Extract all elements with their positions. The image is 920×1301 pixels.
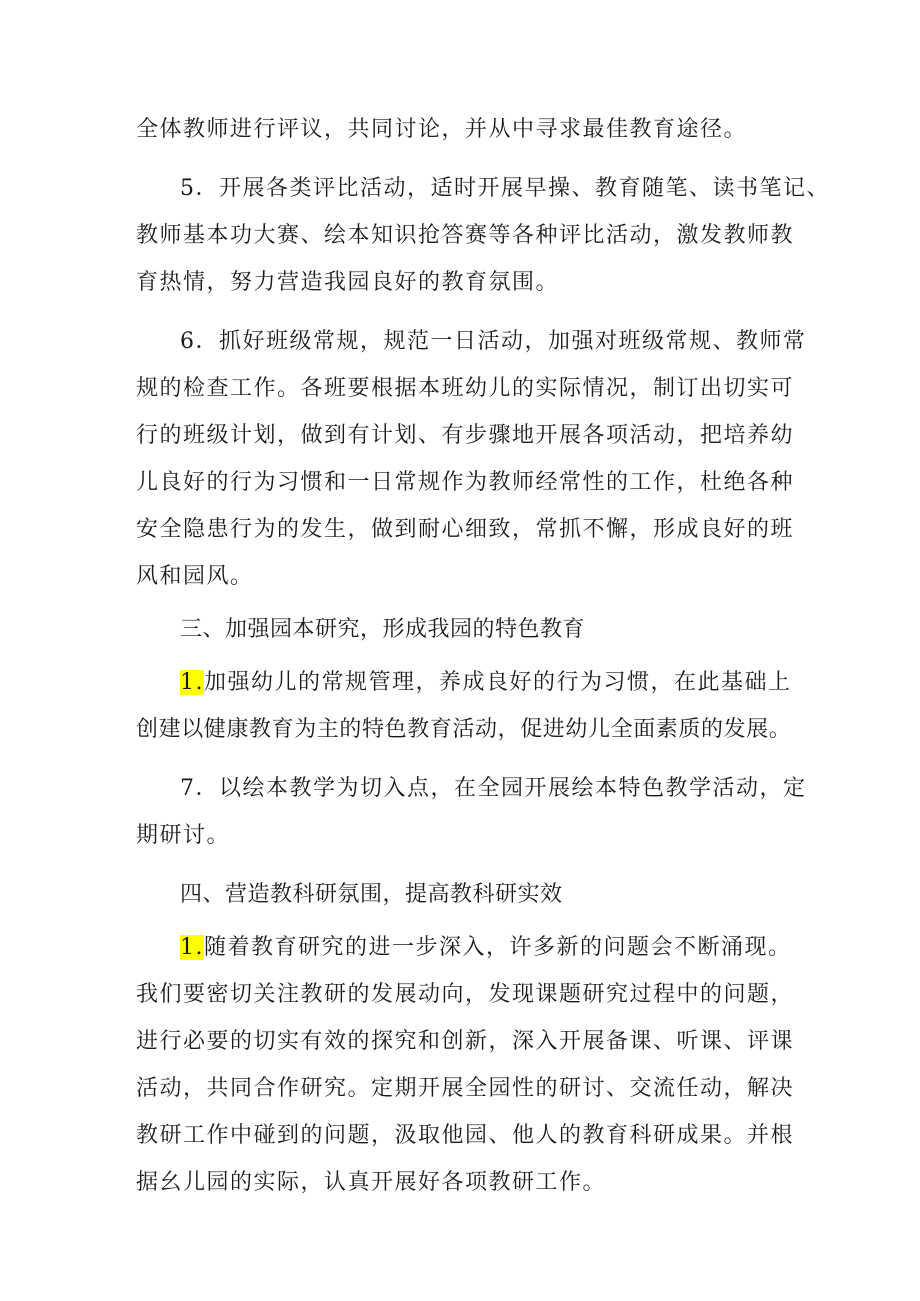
text-line [136, 659, 796, 706]
text-line: 全体教师进行评议，共同讨论，并从中寻求最佳教育途径。 [136, 117, 748, 142]
text-line: 进行必要的切实有效的探究和创新，深入开展备课、听课、评课 [136, 1029, 795, 1054]
section-heading-3: 三、加强园本研究，形成我园的特色教育 [180, 617, 586, 642]
text-line: 6．抓好班级常规，规范一日活动，加强对班级常规、教师常 [180, 329, 807, 354]
text-line: 期研讨。 [136, 823, 231, 848]
text-line: 规的检查工作。各班要根据本班幼儿的实际情况，制订出切实可 [136, 376, 795, 401]
text-line: 7．以绘本教学为切入点，在全园开展绘本特色教学活动，定 [180, 776, 807, 801]
paragraph-intro [136, 106, 796, 153]
text-line: 据幺儿园的实际，认真开展好各项教研工作。 [136, 1170, 607, 1195]
text-line: 我们要密切关注教研的发展动向，发现课题研究过程中的问题， [136, 982, 795, 1007]
paragraph-item-7 [136, 765, 807, 859]
text-line: 儿良好的行为习惯和一日常规作为教师经常性的工作，杜绝各种 [136, 470, 795, 495]
text-line: 教师基本功大赛、绘本知识抢答赛等各种评比活动，激发教师教 [136, 223, 795, 248]
text-line: 创建以健康教育为主的特色教育活动，促进幼儿全面素质的发展。 [136, 717, 792, 742]
text-line-rest: 加强幼儿的常规管理，养成良好的行为习惯，在此基础上 [204, 670, 792, 695]
text-line [136, 924, 796, 971]
text-line: 教研工作中碰到的问题，汲取他园、他人的教育科研成果。并根 [136, 1123, 795, 1148]
text-line: 活动，共同合作研究。定期开展全园性的研讨、交流任动，解决 [136, 1076, 795, 1101]
text-line: 5．开展各类评比活动，适时开展早操、教育随笔、读书笔记、 [180, 176, 830, 201]
text-line: 行的班级计划，做到有计划、有步骤地开展各项活动，把培养幼 [136, 423, 795, 448]
paragraph-item-5 [136, 165, 830, 306]
paragraph-item-6 [136, 318, 807, 600]
text-line-rest: 随着教育研究的进一步深入，许多新的问题会不断涌现。 [204, 935, 792, 960]
paragraph-section4-item-1 [136, 924, 796, 1206]
document-page [136, 106, 830, 1206]
highlighted-marker: 1. [180, 670, 204, 695]
text-line: 风和园风。 [136, 564, 254, 589]
highlighted-marker: 1. [180, 935, 204, 960]
paragraph-section3-item-1 [136, 659, 796, 753]
text-line: 安全隐患行为的发生，做到耐心细致，常抓不懈，形成良好的班 [136, 517, 795, 542]
section-heading-4: 四、营造教科研氛围，提高教科研实效 [180, 882, 563, 907]
text-line: 育热情，努力营造我园良好的教育氛围。 [136, 270, 560, 295]
